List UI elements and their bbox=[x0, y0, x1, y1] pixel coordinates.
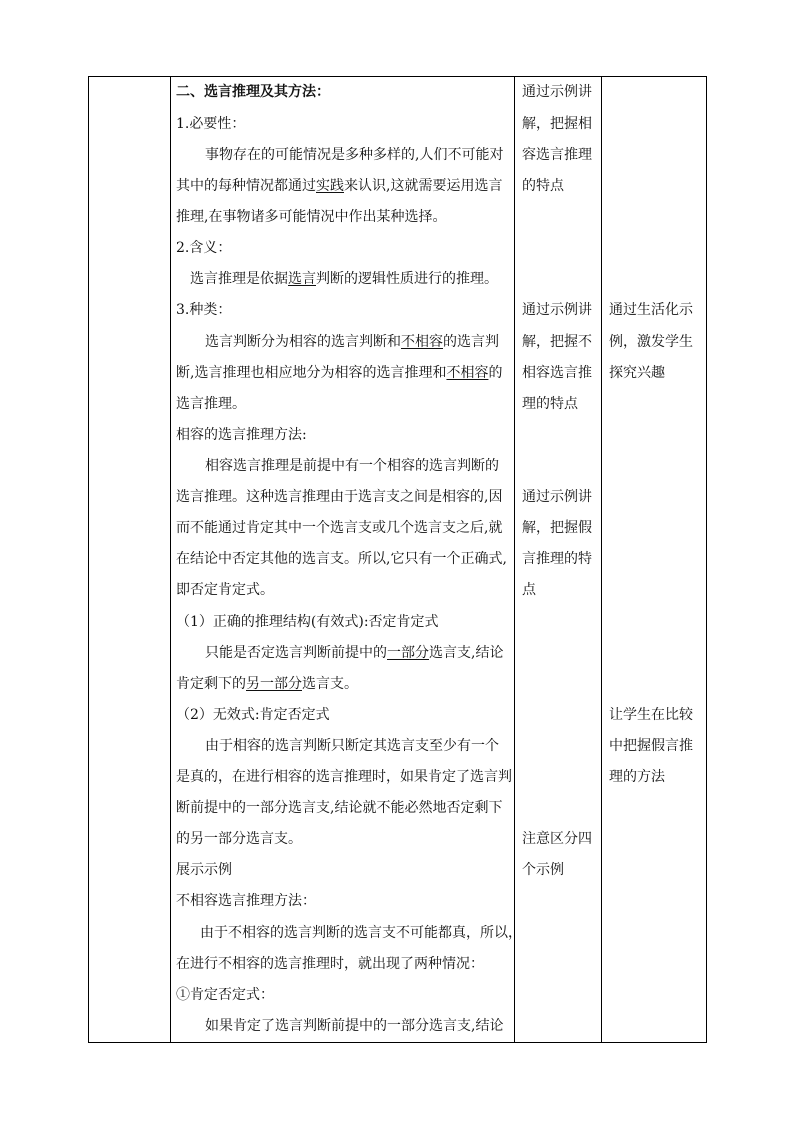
note-line: 点 bbox=[522, 582, 536, 598]
note-line: 通过示例讲 bbox=[522, 489, 592, 505]
paragraph-line: 只能是否定选言判断前提中的一部分选言支,结论 bbox=[205, 645, 504, 661]
subsection-title: （2）无效式:肯定否定式 bbox=[176, 707, 330, 723]
note-line: 容选言推理 bbox=[522, 147, 592, 163]
note-line: 通过示例讲 bbox=[522, 302, 592, 318]
note-line: 解，把握不 bbox=[522, 334, 592, 350]
section-title: 相容的选言推理方法: bbox=[176, 427, 307, 443]
intent-line: 探究兴趣 bbox=[609, 365, 665, 381]
paragraph-line: 由于不相容的选言判断的选言支不可能都真，所以， bbox=[200, 925, 522, 941]
paragraph-line: 肯定剩下的另一部分选言支。 bbox=[176, 676, 358, 692]
paragraph-line: 断,选言推理也相应地分为相容的选言推理和不相容的 bbox=[176, 365, 503, 381]
paragraph-line: 而不能通过肯定其中一个选言支或几个选言支之后,就 bbox=[176, 520, 503, 536]
paragraph-line: 选言推理。 bbox=[176, 396, 246, 412]
intent-line: 通过生活化示 bbox=[609, 302, 693, 318]
paragraph-line: 的另一部分选言支。 bbox=[176, 831, 302, 847]
subsection-title: ①肯定否定式： bbox=[176, 987, 274, 1003]
section-heading: 二、选言推理及其方法： bbox=[176, 84, 330, 100]
note-line: 通过示例讲 bbox=[522, 84, 592, 100]
paragraph-line: 即否定肯定式。 bbox=[176, 582, 274, 598]
paragraph-line: 是真的，在进行相容的选言推理时，如果肯定了选言判 bbox=[176, 769, 512, 785]
paragraph-line: 选言推理。这种选言推理由于选言支之间是相容的,因 bbox=[176, 489, 503, 505]
note-line: 解，把握相 bbox=[522, 116, 592, 132]
note-line: 相容选言推 bbox=[522, 365, 592, 381]
intent-line: 中把握假言推 bbox=[609, 738, 693, 754]
paragraph-line: 在进行不相容的选言推理时，就出现了两种情况： bbox=[176, 956, 484, 972]
note-line: 注意区分四 bbox=[522, 831, 592, 847]
section-title: 3.种类： bbox=[176, 302, 232, 318]
note-line: 言推理的特 bbox=[522, 551, 592, 567]
paragraph-line: 推理,在事物诸多可能情况中作出某种选择。 bbox=[176, 209, 447, 225]
section-title: 展示示例 bbox=[176, 862, 232, 878]
paragraph-line: 断前提中的一部分选言支,结论就不能必然地否定剩下 bbox=[176, 800, 503, 816]
paragraph-line: 相容选言推理是前提中有一个相容的选言判断的 bbox=[205, 458, 499, 474]
section-title: 2.含义： bbox=[176, 240, 232, 256]
intent-line: 理的方法 bbox=[609, 769, 665, 785]
note-line: 理的特点 bbox=[522, 396, 578, 412]
section-title: 不相容选言推理方法： bbox=[176, 893, 316, 909]
paragraph-line: 事物存在的可能情况是多种多样的,人们不可能对 bbox=[205, 147, 504, 163]
section-title: 1.必要性： bbox=[176, 116, 246, 132]
paragraph-line: 在结论中否定其他的选言支。所以,它只有一个正确式, bbox=[176, 551, 507, 567]
column-divider bbox=[514, 77, 515, 1042]
note-line: 解，把握假 bbox=[522, 520, 592, 536]
intent-line: 让学生在比较 bbox=[609, 707, 693, 723]
paragraph-line: 选言推理是依据选言判断的逻辑性质进行的推理。 bbox=[190, 271, 498, 287]
paragraph-line: 选言判断分为相容的选言判断和不相容的选言判 bbox=[205, 334, 499, 350]
column-divider bbox=[170, 77, 171, 1042]
paragraph-line: 如果肯定了选言判断前提中的一部分选言支,结论 bbox=[205, 1018, 504, 1034]
paragraph-line: 由于相容的选言判断只断定其选言支至少有一个 bbox=[205, 738, 499, 754]
intent-line: 例，激发学生 bbox=[609, 334, 693, 350]
note-line: 的特点 bbox=[522, 178, 564, 194]
note-line: 个示例 bbox=[522, 862, 564, 878]
paragraph-line: 其中的每种情况都通过实践来认识,这就需要运用选言 bbox=[176, 178, 503, 194]
subsection-title: （1）正确的推理结构(有效式):否定肯定式 bbox=[176, 614, 439, 630]
column-divider bbox=[601, 77, 602, 1042]
